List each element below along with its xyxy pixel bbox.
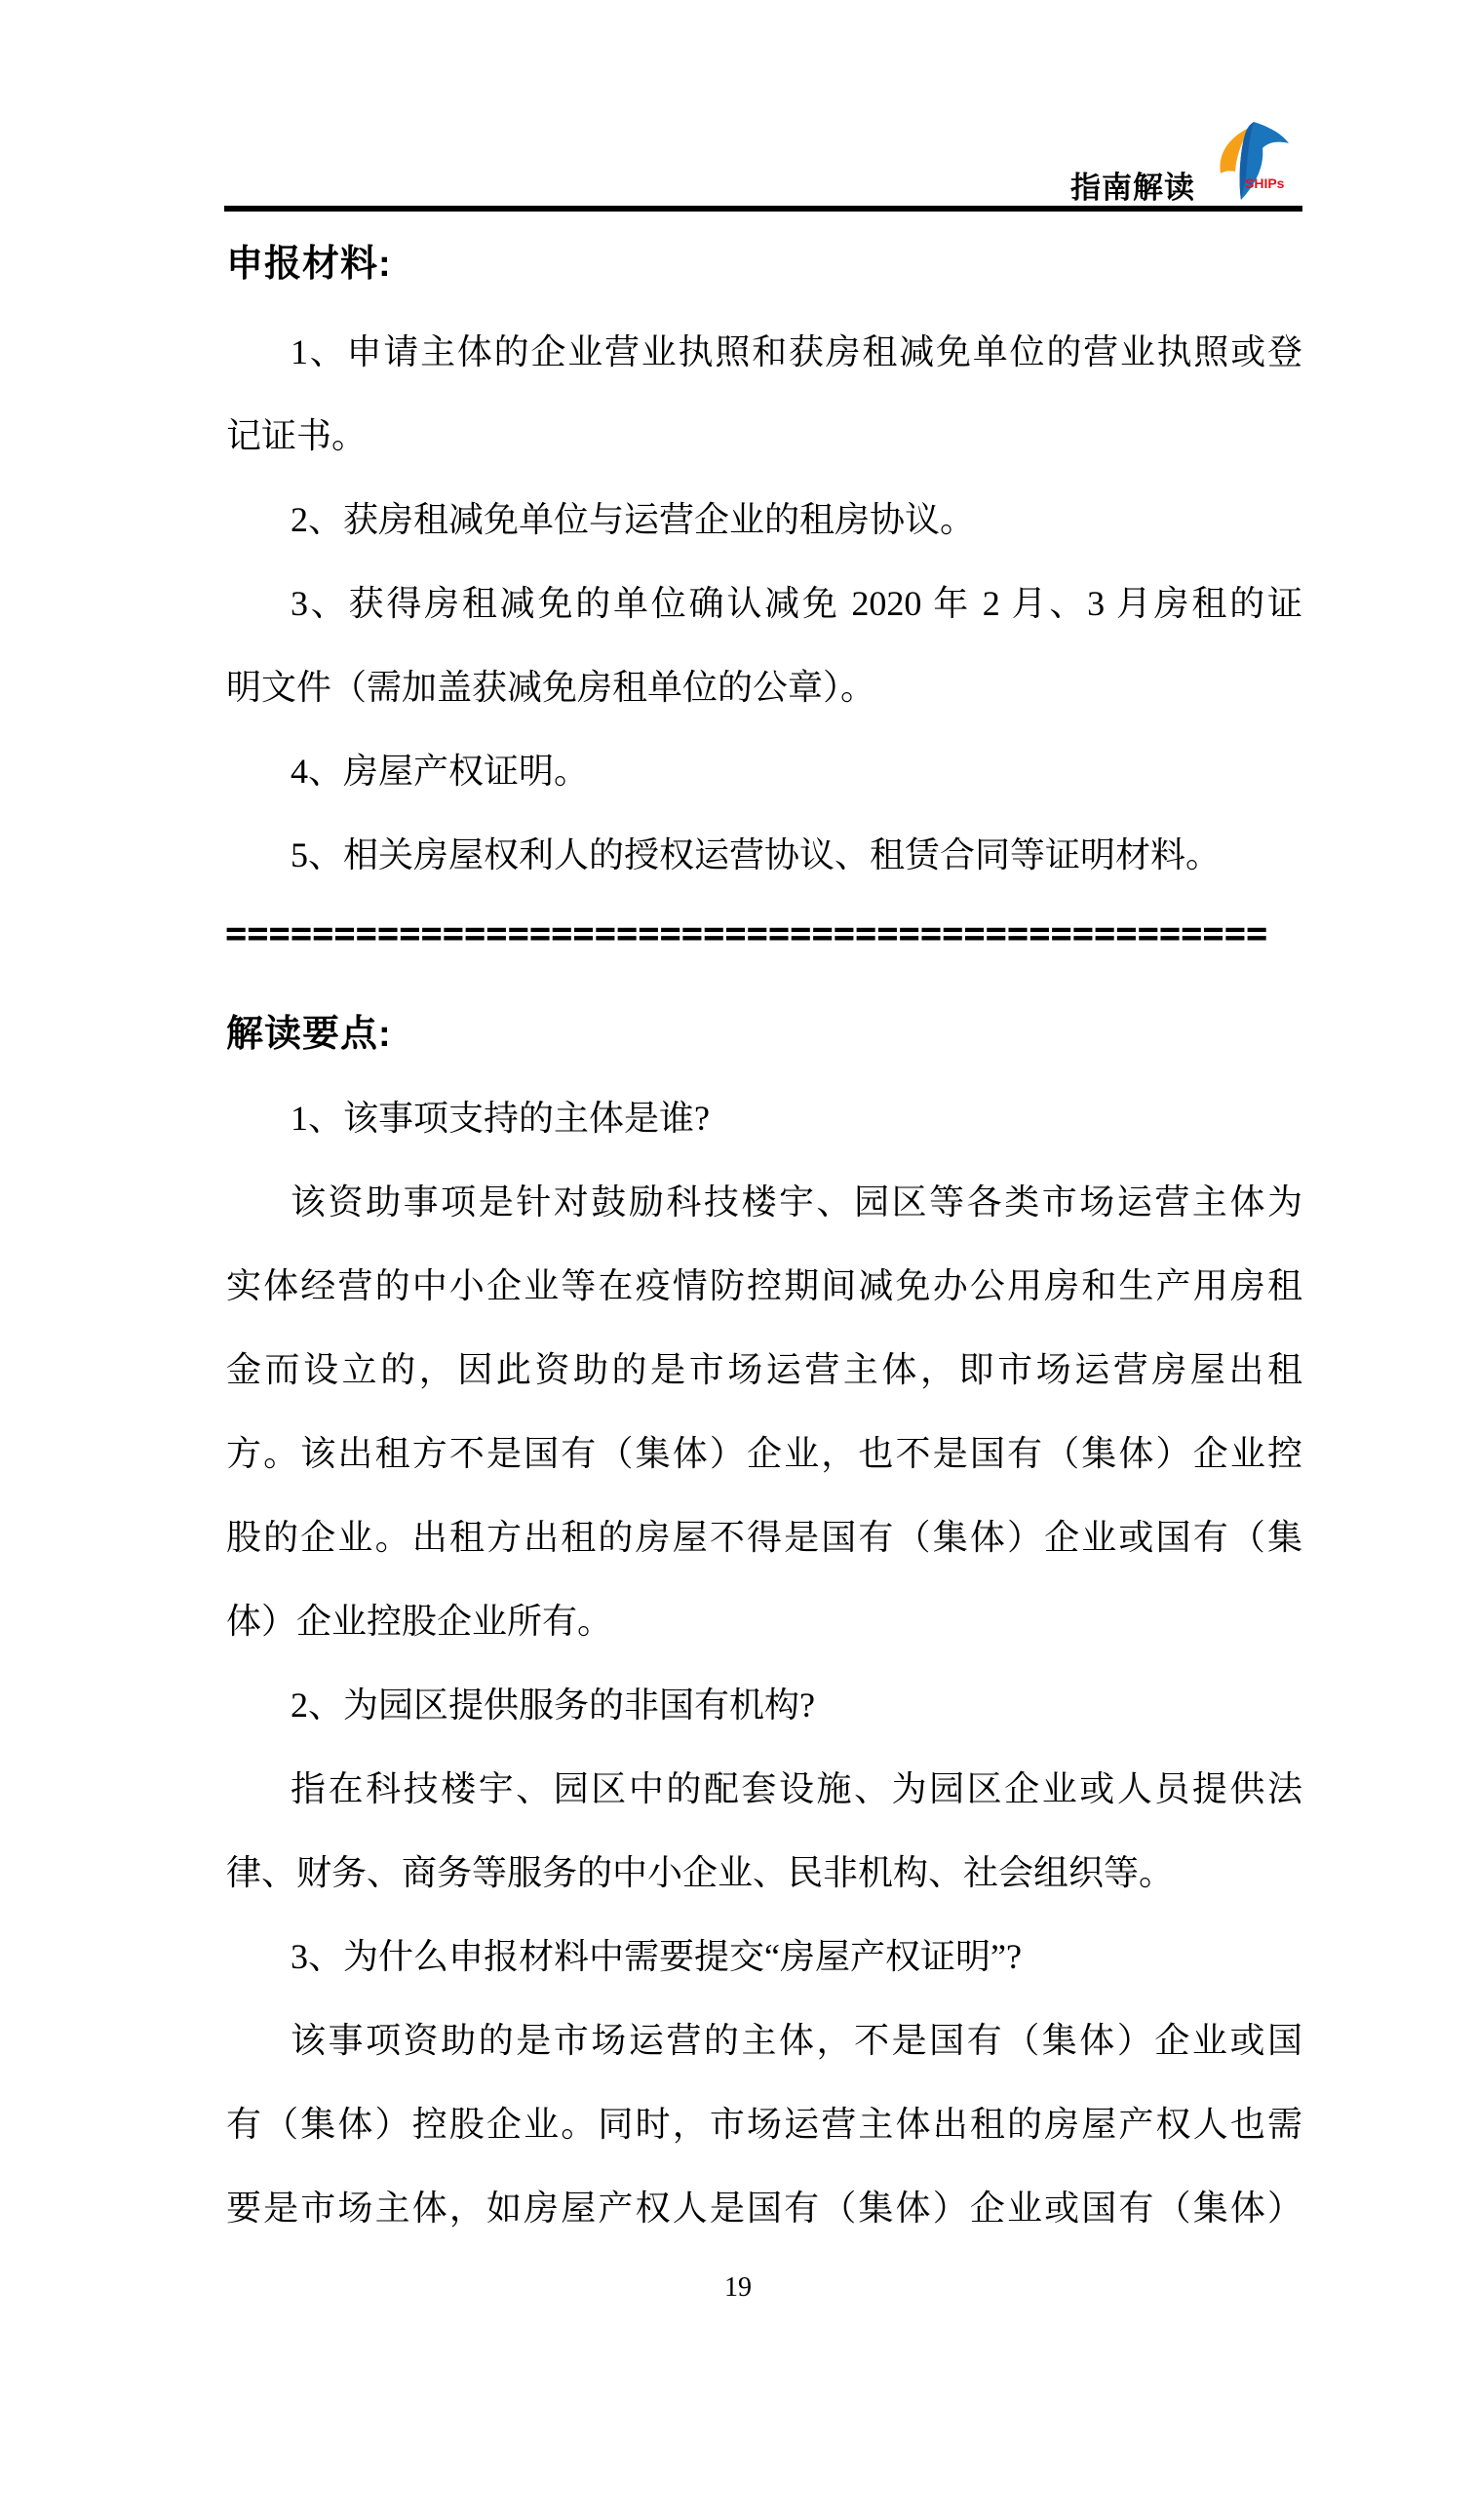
text-line: 记证书。 [226, 416, 368, 455]
text-line: 方。该出租方不是国有（集体）企业，也不是国有（集体）企业控 [226, 1434, 1302, 1473]
text-line: 股的企业。出租方出租的房屋不得是国有（集体）企业或国有（集 [226, 1518, 1302, 1557]
text-line: 5、相关房屋权利人的授权运营协议、租赁合同等证明材料。 [291, 835, 1222, 874]
text-line: 明文件（需加盖获减免房租单位的公章）。 [226, 668, 876, 707]
text-line: 3、为什么申报材料中需要提交“房屋产权证明”? [291, 1937, 1022, 1976]
ships-logo-mark [1191, 121, 1293, 205]
text-line: 4、房屋产权证明。 [291, 752, 590, 791]
ships-logo-text: SHIPs [1245, 175, 1285, 191]
text-line: 2、为园区提供服务的非国有机构? [291, 1686, 815, 1725]
text-line: 3、获得房租减免的单位确认减免 2020 年 2 月、3 月房租的证 [291, 584, 1302, 623]
header-rule [224, 206, 1302, 212]
text-line: 要是市场主体，如房屋产权人是国有（集体）企业或国有（集体） [226, 2189, 1302, 2228]
text-line: 实体经营的中小企业等在疫情防控期间减免办公用房和生产用房租 [226, 1266, 1302, 1305]
text-line: 有（集体）控股企业。同时，市场运营主体出租的房屋产权人也需 [226, 2105, 1302, 2144]
text-line: 金而设立的，因此资助的是市场运营主体，即市场运营房屋出租 [226, 1350, 1302, 1389]
text-line: 体）企业控股企业所有。 [226, 1602, 613, 1641]
header-brand-text: 指南解读 [1070, 171, 1195, 205]
text-line: 律、财务、商务等服务的中小企业、民非机构、社会组织等。 [226, 1853, 1175, 1892]
ships-logo [1191, 121, 1293, 205]
page-number: 19 [724, 2272, 752, 2303]
text-line: 该资助事项是针对鼓励科技楼宇、园区等各类市场运营主体为 [291, 1182, 1302, 1221]
text-line: 指在科技楼宇、园区中的配套设施、为园区企业或人员提供法 [291, 1769, 1302, 1808]
text-line: 1、申请主体的企业营业执照和获房租减免单位的营业执照或登 [291, 332, 1302, 371]
notes-heading: 解读要点: [226, 1014, 392, 1055]
text-line: 2、获房租减免单位与运营企业的租房协议。 [291, 500, 976, 539]
text-line: 该事项资助的是市场运营的主体，不是国有（集体）企业或国 [291, 2021, 1302, 2060]
section-separator: ================================================ [225, 914, 1268, 953]
text-line: 1、该事项支持的主体是谁? [291, 1099, 710, 1138]
materials-heading: 申报材料: [226, 244, 392, 285]
